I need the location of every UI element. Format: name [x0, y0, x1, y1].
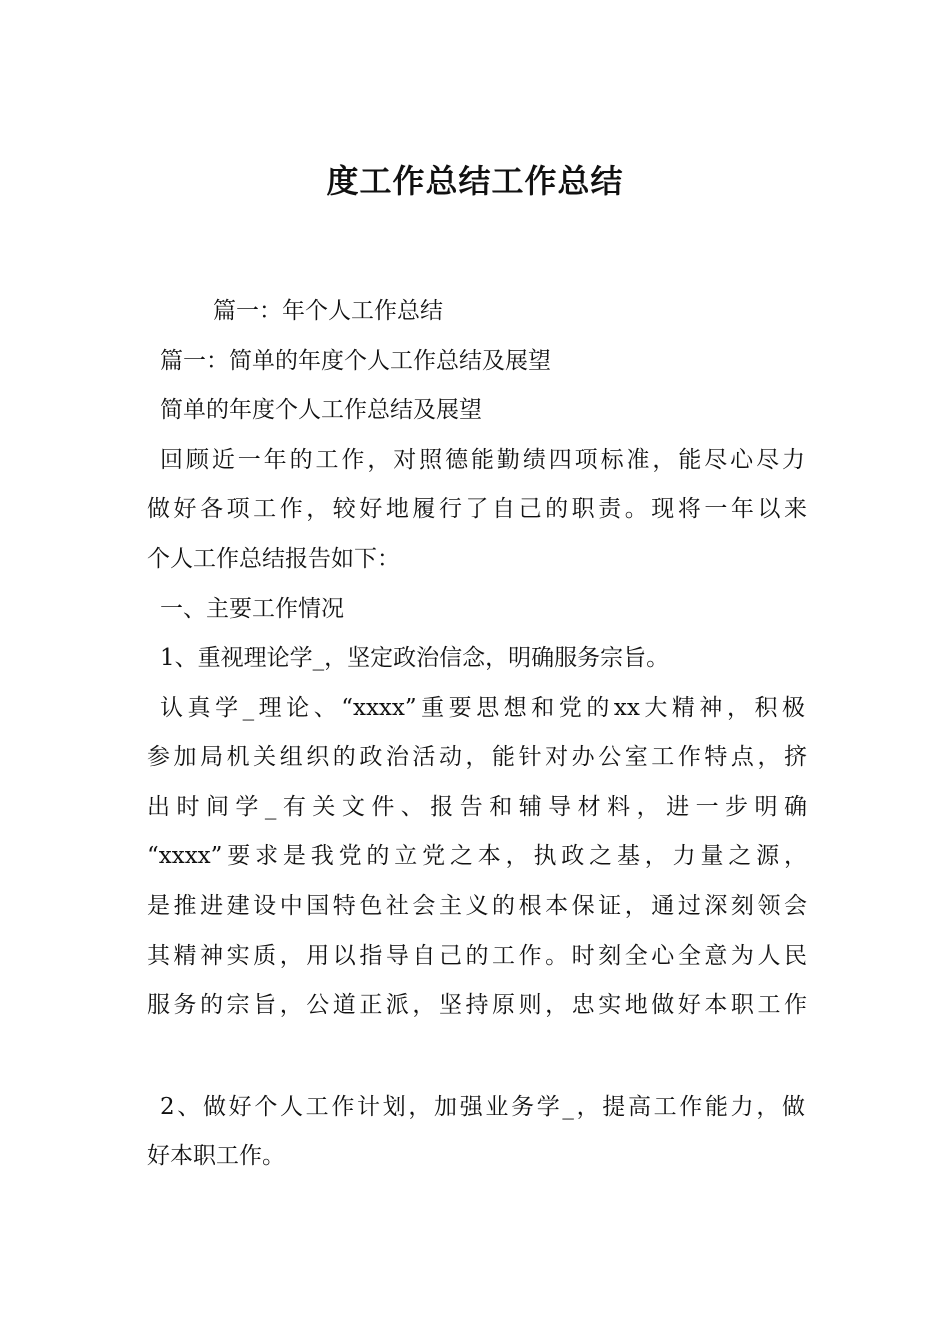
text-line: 做好各项工作，较好地履行了自己的职责。现将一年以来: [147, 496, 807, 522]
text-line: 好本职工作。: [147, 1143, 285, 1169]
document-title: 度工作总结工作总结: [326, 162, 624, 200]
text-line: 其精神实质，用以指导自己的工作。时刻全心全意为人民: [147, 943, 807, 969]
text-line: 简单的年度个人工作总结及展望: [160, 397, 482, 423]
text-line: 2、做好个人工作计划，加强业务学_，提高工作能力，做: [160, 1094, 805, 1120]
text-line: 参加局机关组织的政治活动，能针对办公室工作特点，挤: [147, 744, 807, 770]
text-line: 回顾近一年的工作，对照德能勤绩四项标准，能尽心尽力: [160, 447, 805, 473]
text-line: 出时间学_有关文件、报告和辅导材料，进一步明确: [147, 794, 807, 820]
text-line: 认真学_理论、“xxxx”重要思想和党的xx大精神，积极: [160, 695, 805, 721]
text-line: 是推进建设中国特色社会主义的根本保证，通过深刻领会: [147, 893, 807, 919]
text-line: 篇一：年个人工作总结: [213, 298, 443, 324]
text-line: 1、重视理论学_，坚定政治信念，明确服务宗旨。: [160, 645, 670, 671]
text-line: 篇一：简单的年度个人工作总结及展望: [160, 348, 551, 374]
text-line: “xxxx”要求是我党的立党之本，执政之基，力量之源，: [147, 843, 807, 869]
section-heading: 一、主要工作情况: [160, 596, 344, 622]
text-line: 个人工作总结报告如下：: [147, 546, 400, 572]
text-line: 服务的宗旨，公道正派，坚持原则，忠实地做好本职工作: [147, 992, 807, 1018]
